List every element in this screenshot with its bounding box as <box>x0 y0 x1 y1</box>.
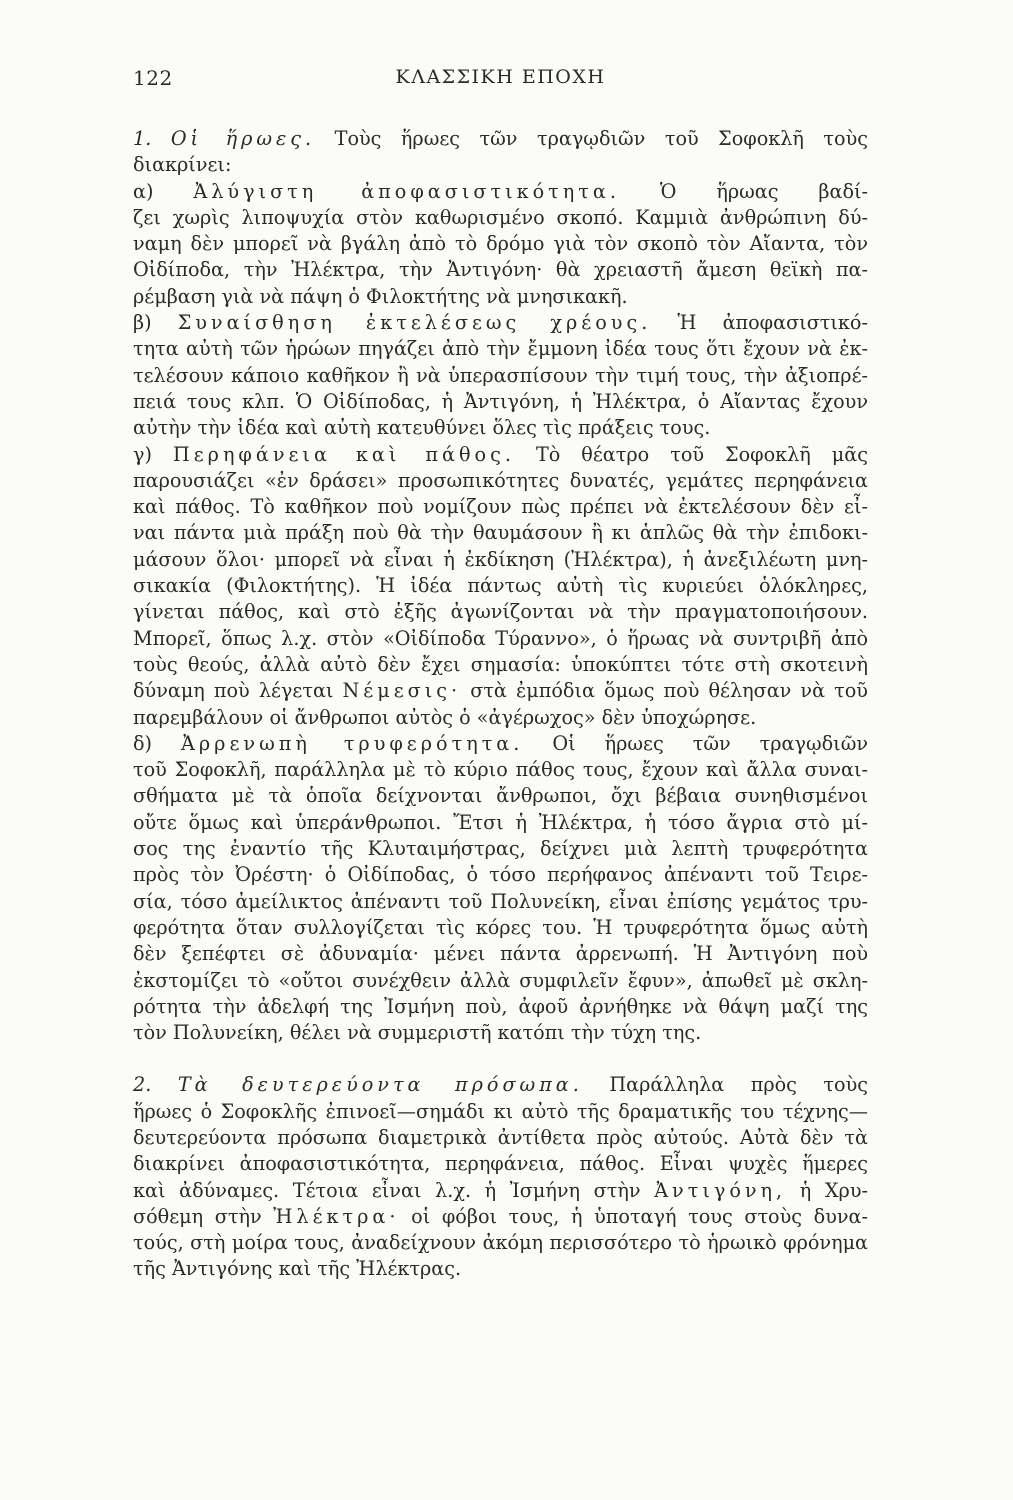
text-fragment: οἱ φόβοι τους, ἡ ὑποταγή τους στοὺς δυνα- <box>411 1204 868 1228</box>
term-nemesis: Νέμεσις· <box>342 679 462 703</box>
text-line <box>133 442 868 468</box>
item-label: δ) <box>133 731 153 755</box>
running-head: ΚΛΑΣΣΙΚΗ ΕΠΟΧΗ <box>395 66 606 88</box>
paragraph-delta <box>133 731 868 1047</box>
page-body <box>133 126 868 1283</box>
text-line: Οἰδίποδα, τὴν Ἠλέκτρα, τὴν Ἀντιγόνη· θὰ χρειαστῆ ἄμεση θεϊκὴ πα- <box>133 258 868 282</box>
text-line: διακρίνει: <box>133 153 232 177</box>
text-line: τητα αὐτὴ τῶν ἡρώων πηγάζει ἀπὸ τὴν ἔμμονη ἰδέα τους ὅτι ἔχουν νὰ ἐκ- <box>133 337 868 361</box>
text-fragment: Ἡ ἀποφασιστικό- <box>677 311 868 335</box>
item-label: α) <box>133 179 154 203</box>
text-line: ἥρωες ὁ Σοφοκλῆς ἐπινοεῖ—σημάδι κι αὐτὸ τῆς δραματικῆς του τέχνης— <box>133 1099 868 1123</box>
text-line: ναι πάντα μιὰ πράξη ποὺ θὰ τὴν θαυμάσουν ἢ κι ἁπλῶς θὰ τὴν ἐπιδοκι- <box>133 521 868 545</box>
text-fragment: Τὸ θέατρο τοῦ Σοφοκλῆ μᾶς <box>535 442 868 466</box>
text-line: τῆς Ἀντιγόνης καὶ τῆς Ἠλέκτρας. <box>133 1257 462 1281</box>
text-line: σία, τόσο ἀμείλικτος ἀπέναντι τοῦ Πολυνείκη, εἶναι ἐπίσης γεμάτος τρυ- <box>133 889 868 913</box>
text-line: Μπορεῖ, ὅπως λ.χ. στὸν «Οἰδίποδα Τύραννο», ὁ ἥρωας νὰ συντριβῆ ἀπὸ <box>133 626 868 650</box>
text-line <box>133 310 868 336</box>
text-line <box>133 126 868 152</box>
page-header <box>133 66 868 96</box>
text-line: καὶ πάθος. Τὸ καθῆκον ποὺ νομίζουν πὼς πρέπει νὰ ἐκτελέσουν δὲν εἶ- <box>133 495 868 519</box>
text-fragment: ἡ Χρυ- <box>799 1178 868 1202</box>
section-number: 1. <box>133 127 152 150</box>
item-label: β) <box>133 311 152 335</box>
text-fragment: Τοὺς ἥρωες τῶν τραγῳδιῶν τοῦ Σοφοκλῆ τοὺς <box>334 127 869 150</box>
paragraph-beta <box>133 310 868 441</box>
text-line: τούς, στὴ μοίρα τους, ἀναδείχνουν ἀκόμη περισσότερο τὸ ἡρωικὸ φρόνημα <box>133 1231 868 1255</box>
item-heading: Ἀρρενωπὴ τρυφερότητα. <box>181 731 524 755</box>
text-line <box>133 731 868 757</box>
text-fragment: δύναμη ποὺ λέγεται <box>133 679 334 703</box>
section-2 <box>133 1072 868 1282</box>
text-line: ρότητα τὴν ἀδελφή της Ἰσμήνη ποὺ, ἀφοῦ ἀρνήθηκε νὰ θάψη μαζί της <box>133 994 868 1018</box>
text-line: φερότητα ὅταν συλλογίζεται τὶς κόρες του. Ἡ τρυφερότητα ὅμως αὐτὴ <box>133 915 868 939</box>
text-line: αὐτὴν τὴν ἰδέα καὶ αὐτὴ κατευθύνει ὅλες τὶς πράξεις τους. <box>133 416 711 440</box>
item-heading: Περηφάνεια καὶ πάθος. <box>172 442 515 466</box>
text-line: δευτερεύοντα πρόσωπα διαμετρικὰ ἀντίθετα πρὸς αὐτούς. Αὐτὰ δὲν τὰ <box>133 1125 868 1149</box>
text-line: ναμη δὲν μπορεῖ νὰ βγάλη ἀπὸ τὸ δρόμο γιὰ τὸν σκοπὸ τὸν Αἴαντα, τὸν <box>133 232 868 256</box>
text-line: πρὸς τὸν Ὀρέστη· ὁ Οἰδίποδας, ὁ τόσο περήφανος ἀπέναντι τοῦ Τειρε- <box>133 863 868 887</box>
text-line: παρεμβάλουν οἱ ἄνθρωποι αὐτὸς ὁ «ἀγέρωχος» δὲν ὑποχώρησε. <box>133 705 757 729</box>
text-line: σος της ἐναντίο τῆς Κλυταιμήστρας, δείχνει μιὰ λεπτὴ τρυφερότητα <box>133 837 868 861</box>
text-line: δὲν ξεπέφτει σὲ ἀδυναμία· μένει πάντα ἀρρενωπή. Ἡ Ἀντιγόνη ποὺ <box>133 942 868 966</box>
text-fragment: καὶ ἀδύναμες. Τέτοια εἶναι λ.χ. ἡ Ἰσμήνη στὴν <box>133 1178 641 1202</box>
text-line: γίνεται πάθος, καὶ στὸ ἑξῆς ἀγωνίζονται νὰ τὴν πραγματοποιήσουν. <box>133 600 868 624</box>
item-label: γ) <box>133 442 152 466</box>
section-title: Οἱ ἥρωες. <box>170 127 316 150</box>
term-electra: Ἠλέκτρα· <box>273 1204 400 1228</box>
text-line: διακρίνει ἀποφασιστικότητα, περηφάνεια, πάθος. Εἶναι ψυχὲς ἥμερες <box>133 1152 868 1176</box>
section-title: Τὰ δευτερεύοντα πρόσωπα. <box>177 1073 583 1097</box>
section-number: 2. <box>133 1073 152 1097</box>
text-fragment: σόθεμη στὴν <box>133 1204 262 1228</box>
text-fragment: Οἱ ἥρωες τῶν τραγῳδιῶν <box>552 731 868 755</box>
paragraph-alpha <box>133 179 868 310</box>
text-line: μάσουν ὅλοι· μπορεῖ νὰ εἶναι ἡ ἐκδίκηση (Ἠλέκτρα), ἡ ἀνεξιλέωτη μνη- <box>133 547 868 571</box>
text-line <box>133 1204 868 1230</box>
text-line: ρέμβαση γιὰ νὰ πάψη ὁ Φιλοκτήτης νὰ μνησικακῆ. <box>133 284 628 308</box>
text-line: παρουσιάζει «ἐν δράσει» προσωπικότητες δυνατές, γεμάτες περηφάνεια <box>133 468 868 492</box>
text-line: τὸν Πολυνείκη, θέλει νὰ συμμεριστῆ κατόπι τὴν τύχη της. <box>133 1021 702 1045</box>
text-fragment: Παράλληλα πρὸς τοὺς <box>609 1073 868 1097</box>
page-number: 122 <box>133 66 173 90</box>
text-line <box>133 179 868 205</box>
text-line <box>133 1072 868 1098</box>
text-line: ζει χωρὶς λιποψυχία στὸν καθωρισμένο σκοπό. Καμμιὰ ἀνθρώπινη δύ- <box>133 205 868 229</box>
text-fragment: στὰ ἐμπόδια ὅμως ποὺ θέλησαν νὰ τοῦ <box>470 679 868 703</box>
section-1-intro <box>133 126 868 179</box>
item-heading: Ἀλύγιστη ἀποφασιστικότητα. <box>193 179 620 203</box>
text-line: τοὺς θεούς, ἀλλὰ αὐτὸ δὲν ἔχει σημασία: ὑποκύπτει τότε στὴ σκοτεινὴ <box>133 652 868 676</box>
text-line <box>133 678 868 704</box>
text-line: ἐκστομίζει τὸ «οὔτοι συνέχθειν ἀλλὰ συμφιλεῖν ἔφυν», ἀπωθεῖ μὲ σκλη- <box>133 968 868 992</box>
term-antigone: Ἀντιγόνη, <box>654 1178 787 1202</box>
text-line: τελέσουν κάποιο καθῆκον ἢ νὰ ὑπερασπίσουν τὴν τιμή τους, τὴν ἀξιοπρέ- <box>133 363 868 387</box>
item-heading: Συναίσθηση ἐκτελέσεως χρέους. <box>177 311 652 335</box>
text-fragment: Ὁ ἥρωας βαδί- <box>659 179 868 203</box>
text-line: σθήματα μὲ τὰ ὁποῖα δείχνονται ἄνθρωποι, ὄχι βέβαια συνηθισμένοι <box>133 784 868 808</box>
text-line: πειά τους κλπ. Ὁ Οἰδίποδας, ἡ Ἀντιγόνη, ἡ Ἠλέκτρα, ὁ Αἴαντας ἔχουν <box>133 389 868 413</box>
text-line: οὔτε ὅμως καὶ ὑπεράνθρωποι. Ἔτσι ἡ Ἠλέκτρα, ἡ τόσο ἄγρια στὸ μί- <box>133 810 868 834</box>
text-line <box>133 1178 868 1204</box>
text-line: σικακία (Φιλοκτήτης). Ἡ ἰδέα πάντως αὐτὴ τὶς κυριεύει ὁλόκληρες, <box>133 574 868 598</box>
paragraph-gamma <box>133 442 868 731</box>
text-line: τοῦ Σοφοκλῆ, παράλληλα μὲ τὸ κύριο πάθος τους, ἔχουν καὶ ἄλλα συναι- <box>133 758 868 782</box>
